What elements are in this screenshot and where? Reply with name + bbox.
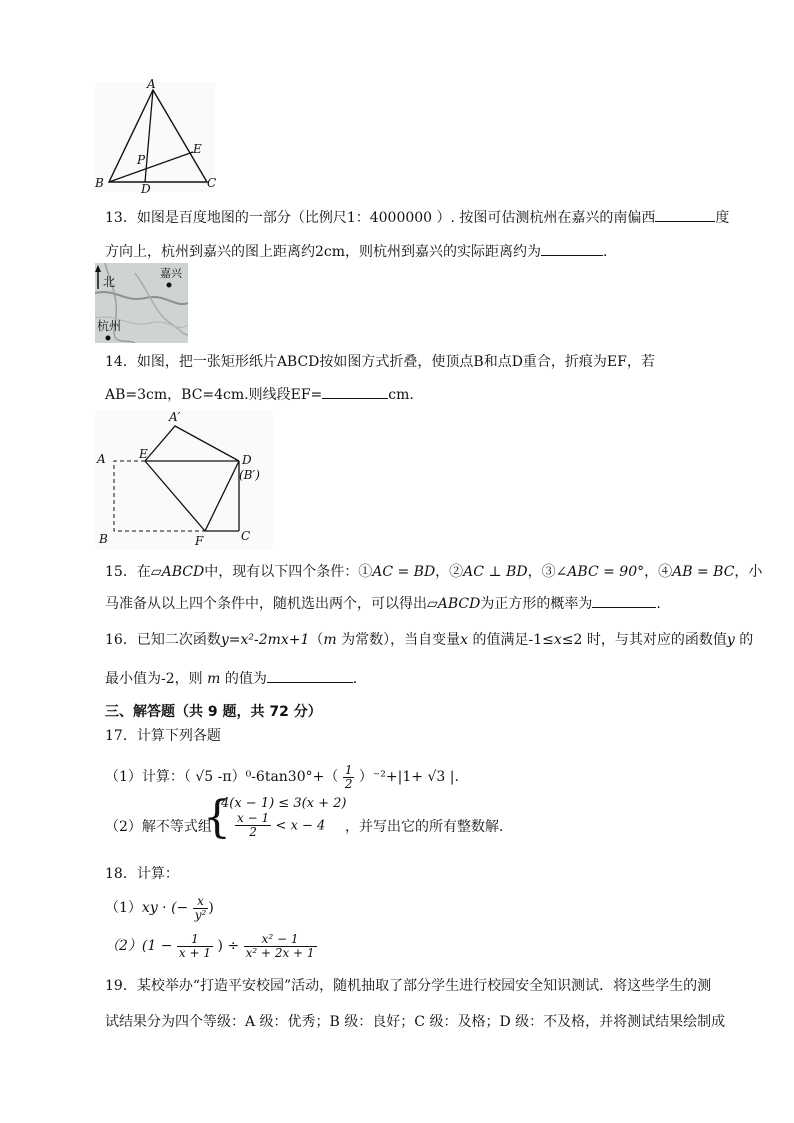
q16-x2: x [553, 632, 562, 648]
q13-blank1[interactable] [655, 207, 715, 222]
q18-title: 18．计算： [105, 866, 179, 882]
q16-line1 [105, 631, 753, 649]
q17-p1-a: （1）计算：（ √5 -π）⁰-6tan30°+（ [105, 769, 339, 785]
q18-p1-expr: xy · (− [141, 900, 189, 916]
q18-p1-close: ) [208, 900, 214, 916]
map-thumbnail [95, 263, 188, 343]
q14-text2a: AB=3cm，BC=4cm.则线段EF= [105, 387, 323, 403]
q16-m-2: m [207, 671, 221, 687]
q16-text-a: 16．已知二次函数 [105, 632, 221, 648]
q16-m: m [323, 632, 337, 648]
label-fold-ap: A′ [169, 410, 181, 424]
q15-end: . [656, 596, 661, 612]
q18-p1-fraction [193, 895, 209, 922]
q15-sep1: ，② [435, 564, 464, 580]
q16-function: y=x²-2mx+1 [220, 632, 310, 648]
q18-p1-den: y² [194, 907, 207, 922]
q17-fraction-half [343, 764, 355, 791]
q17-ineq2-num: x − 1 [237, 811, 270, 825]
label-p: P [137, 153, 146, 167]
q17-p1-b: ）⁻²+|1+ √3 |. [358, 769, 459, 785]
q16-text-b: （ [309, 632, 324, 648]
q15-blank[interactable] [592, 593, 656, 608]
q15-abcd: ABCD [161, 564, 205, 580]
q18-p1-a: （1） [105, 900, 142, 916]
q13-text2: 方向上，杭州到嘉兴的图上距离约2cm，则杭州到嘉兴的实际距离约为 [105, 244, 542, 260]
q18-p2-den2: x² + 2x + 1 [245, 945, 315, 960]
q14-text2b: cm. [388, 387, 414, 403]
q13-line2 [105, 241, 617, 261]
q16-text2a: 最小值为-2，则 [105, 671, 208, 687]
q15-line1 [105, 563, 762, 581]
q16-text-c: 为常数），当自变量 [336, 632, 461, 648]
q13-text1-end: 度 [715, 210, 730, 226]
q15-text-b: 中，现有以下四个条件：① [204, 564, 373, 580]
q17-p2-b: ，并写出它的所有整数解． [345, 819, 513, 835]
q17-inequality-1: 4(x − 1) ≤ 3(x + 2) [221, 796, 347, 811]
q15-condition-1: AC = BD [372, 564, 436, 580]
q18-p2-fraction1 [177, 933, 213, 960]
q17-p2-a: （2）解不等式组 [105, 819, 212, 835]
q16-text-e: ≤2 时，与其对应的函数值 [561, 632, 727, 648]
q16-text-f: 的 [734, 632, 754, 648]
q14-line2 [105, 384, 414, 404]
q18-p1-num: x [193, 895, 209, 909]
q14-blank[interactable] [322, 384, 388, 399]
q17-ineq2-fraction [235, 812, 271, 839]
q15-tail: ，小 [734, 564, 763, 580]
map-city-hangzhou: 杭州 [97, 319, 122, 333]
section-3-heading: 三、解答题（共 9 题，共 72 分） [105, 704, 322, 720]
q16-text2b: 的值为 [220, 671, 267, 687]
map-north-label: 北 [103, 275, 116, 289]
label-b: B [95, 176, 104, 190]
figure-background [95, 82, 215, 192]
q18-p2-fraction2 [244, 933, 317, 960]
label-fold-f: F [195, 534, 204, 548]
label-fold-a: A [97, 452, 106, 466]
q17-ineq2-den: 2 [249, 825, 257, 839]
q15-sep2: ，③ [527, 564, 556, 580]
label-a: A [147, 77, 156, 91]
q15-text2a: 马准备从以上四个条件中，随机选出两个，可以得出▱ [105, 596, 438, 612]
q13-text2-end: ． [603, 244, 618, 260]
q17-part1 [105, 763, 459, 791]
label-fold-bp: (B′) [239, 468, 260, 482]
q16-line2 [105, 668, 367, 688]
label-d: D [141, 182, 151, 196]
q18-p2-den: x + 1 [178, 945, 212, 960]
q15-condition-3: ∠ABC = 90° [555, 564, 645, 580]
q13-text1: 13．如图是百度地图的一部分（比例尺1：4000000 ）. 按图可估测杭州在嘉兴的南偏西 [105, 210, 656, 226]
q13-line1 [105, 207, 729, 227]
label-fold-d: D [242, 453, 252, 467]
q15-text-a: 15．在▱ [105, 564, 162, 580]
q15-text2b: 为正方形的概率为 [480, 596, 593, 612]
q16-text-d: 的值满足-1≤ [468, 632, 554, 648]
map-city-jiaxing: 嘉兴 [160, 267, 182, 280]
q17-inequality-2 [235, 812, 325, 839]
q19-line2: 试结果分为四个等级：A 级：优秀；B 级：良好；C 级：及格；D 级：不及格，并将测试结果绘制成 [105, 1014, 726, 1030]
q16-end: ． [352, 671, 367, 687]
label-c: C [207, 176, 217, 190]
q17-title: 17．计算下列各题 [105, 728, 221, 744]
q17-half-num: 1 [344, 762, 353, 777]
label-fold-b: B [99, 532, 108, 546]
q16-x: x [460, 632, 469, 648]
q18-p2-mid: ) ÷ [217, 938, 240, 954]
figure-triangle [95, 77, 217, 196]
q14-line1: 14．如图，把一张矩形纸片ABCD按如图方式折叠，使顶点B和点D重合，折痕为EF，若 [105, 354, 655, 370]
q17-part2 [105, 792, 605, 850]
q15-abcd-2: ABCD [437, 596, 481, 612]
q17-half-den: 2 [344, 776, 353, 791]
q18-part1 [105, 893, 214, 923]
q18-part2 [105, 931, 317, 961]
triangle-diagram [95, 82, 215, 192]
q18-p2-a: （2）(1 − [105, 938, 173, 954]
q18-p2-num2: x² − 1 [244, 933, 317, 947]
q15-condition-2: AC ⊥ BD [463, 564, 528, 580]
q13-blank2[interactable] [541, 241, 603, 256]
q16-blank[interactable] [267, 668, 353, 683]
q15-line2 [105, 593, 661, 613]
label-e: E [193, 142, 202, 156]
q15-sep3: ，④ [644, 564, 673, 580]
label-fold-c: C [241, 529, 251, 543]
q19-line1: 19．某校举办“打造平安校园”活动，随机抽取了部分学生进行校园安全知识测试．将这些学生的测 [105, 978, 712, 994]
figure-fold [95, 410, 273, 550]
q17-ineq2-rest: < x − 4 [275, 818, 326, 834]
q17-system-brace: { [203, 792, 231, 843]
label-fold-e: E [139, 447, 148, 461]
q18-p2-num: 1 [177, 933, 213, 947]
q15-condition-4: AB = BC [672, 564, 735, 580]
q16-y: y [726, 632, 735, 648]
